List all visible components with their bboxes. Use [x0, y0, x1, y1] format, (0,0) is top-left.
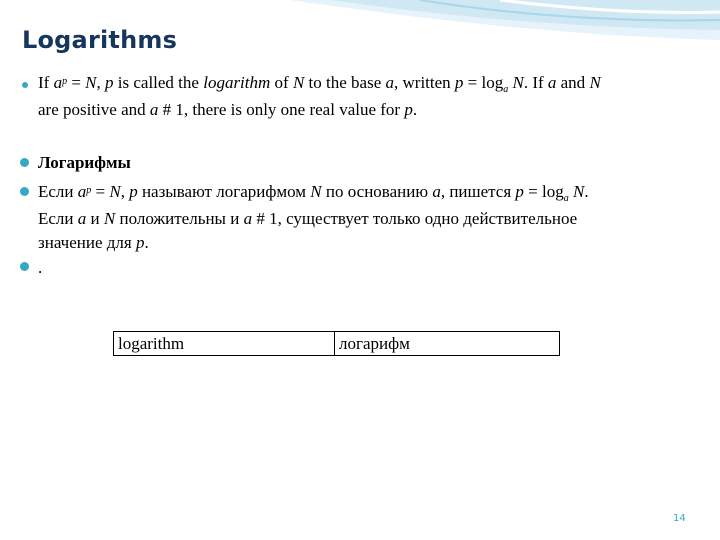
page-number: 14 [673, 513, 686, 524]
glossary-table [113, 331, 560, 356]
slide-title: Logarithms [22, 26, 178, 54]
bullet-icon [22, 82, 28, 88]
russian-definition: Если $a^p = N$, p называют логарифмом N по основанию a, пишется $p = \log_a N$. Если a и N положительны и a # 1, существует только одно действительное значение для p. [38, 182, 589, 252]
bullet-icon [20, 262, 29, 271]
english-definition: If $a^p = N$, p is called the logarithm of N to the base a, written $p = \log_a N$. If a and N are positive and a # 1, there is only one real value for p. [38, 73, 601, 119]
table-row [114, 332, 560, 356]
bullet-icon [20, 158, 29, 167]
term-russian: логарифм [335, 332, 560, 356]
term-english: logarithm [114, 332, 335, 356]
russian-heading: Логарифмы [38, 153, 131, 172]
bullet-icon [20, 187, 29, 196]
bullet-dot: . [38, 258, 43, 277]
